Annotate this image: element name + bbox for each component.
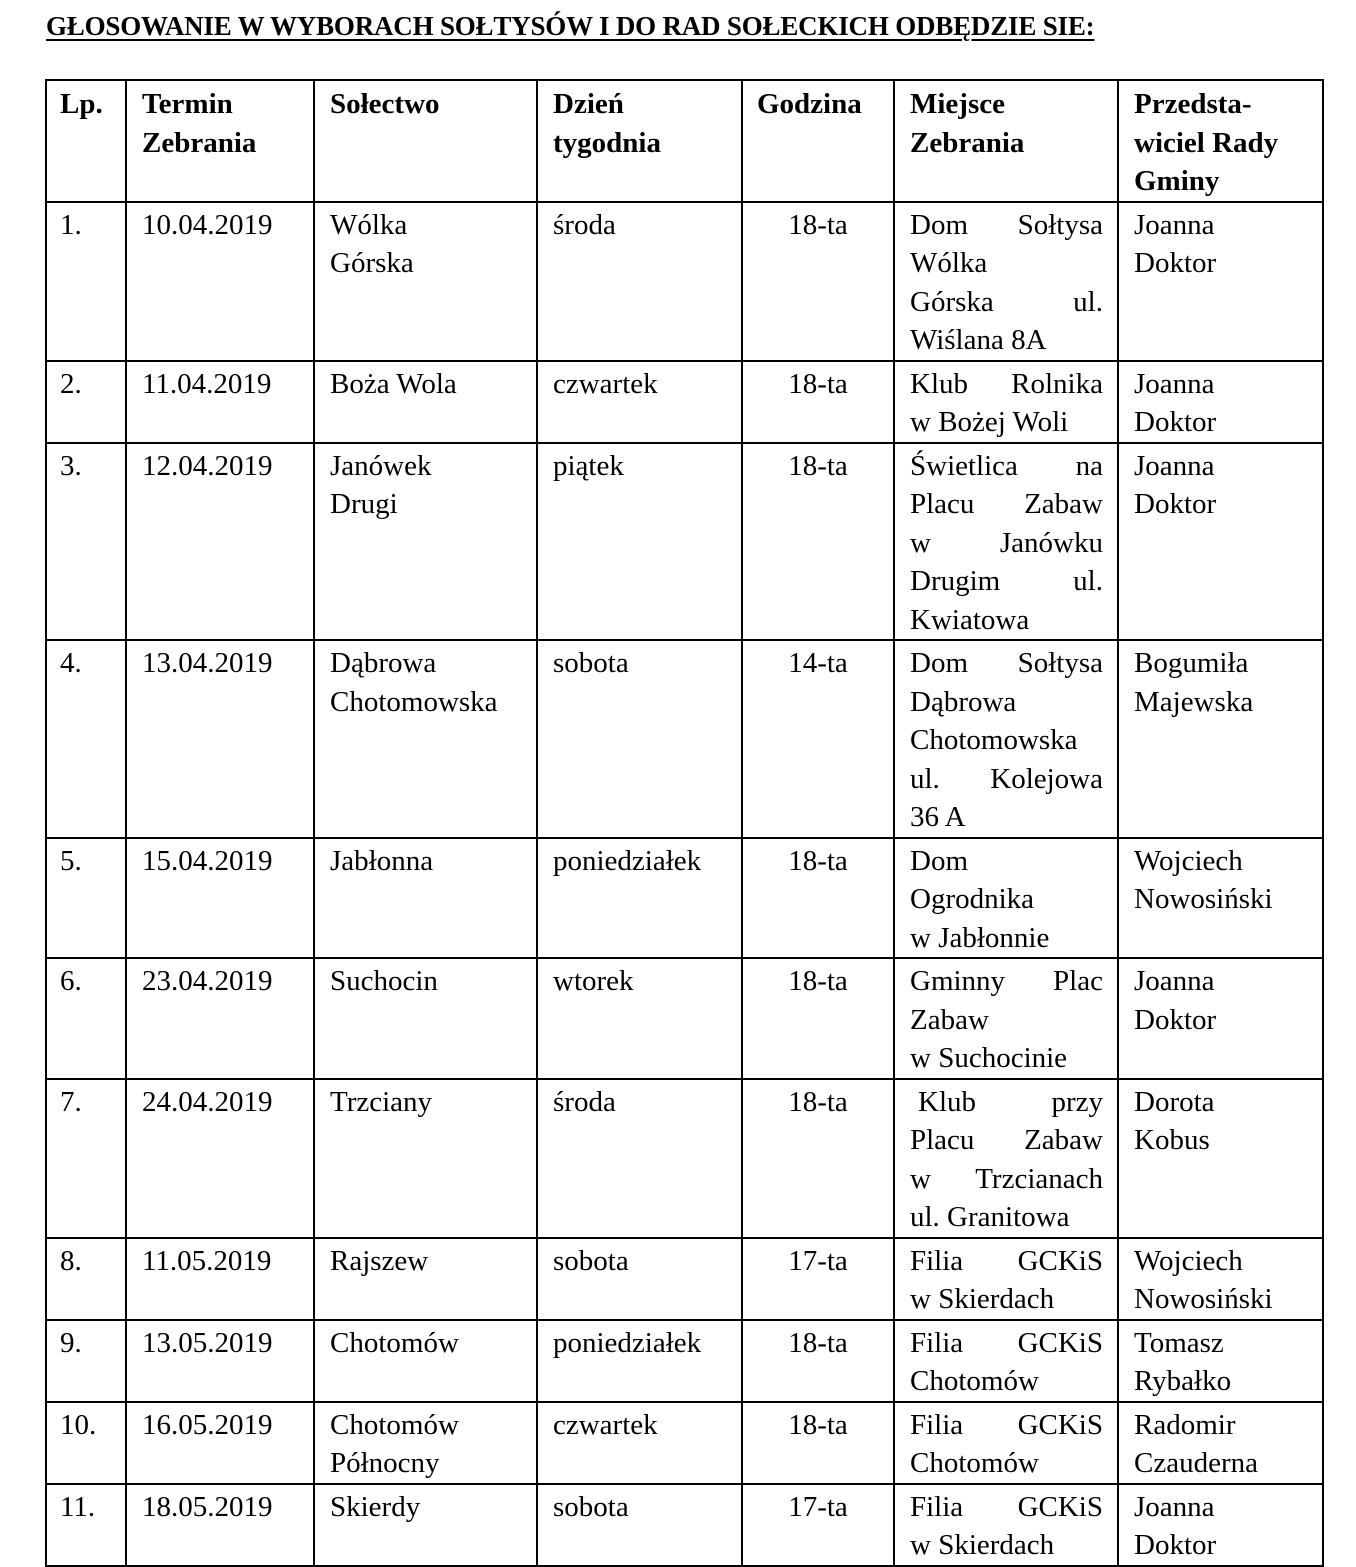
row-date-line: 16.05.2019 [142,1408,273,1441]
row-hour [742,640,894,838]
row-day [537,838,742,959]
row-place-line: w Janówku [910,526,1103,559]
row-village-line: Wólka [330,208,408,241]
row-representative-line: Joanna [1134,367,1215,400]
row-place-line: w Bożej Woli [910,406,1069,438]
row-place-line: ul. Kolejowa [910,762,1103,795]
row-representative-line: Majewska [1134,685,1254,718]
header-hour: Godzina [742,80,894,202]
row-lp [46,958,126,1079]
row-representative [1118,443,1323,641]
table-row [46,1079,1323,1238]
row-village [314,838,537,959]
row-representative-line: Czauderna [1134,1447,1258,1479]
row-day-line: wtorek [553,965,634,997]
row-day-line: czwartek [553,367,658,400]
row-lp-line: 5. [60,844,82,877]
row-day [537,1484,742,1566]
row-place [894,958,1118,1079]
row-place-line: Chotomowska [910,724,1078,756]
row-village-line: Boża Wola [330,367,457,400]
row-representative-line: Kobus [1134,1124,1210,1156]
row-place [894,443,1118,641]
row-day [537,361,742,443]
row-date [126,361,314,443]
row-day [537,1238,742,1320]
row-day-line: sobota [553,1244,629,1277]
row-hour-line: 17-ta [788,1490,848,1523]
row-lp [46,1238,126,1320]
row-date [126,202,314,361]
row-village [314,1402,537,1484]
row-representative [1118,1079,1323,1238]
row-hour [742,202,894,361]
row-village-line: Górska [330,247,414,279]
row-representative-line: Wojciech [1134,1244,1243,1277]
row-representative [1118,640,1323,838]
row-lp-line: 3. [60,449,82,482]
row-village [314,1320,537,1402]
row-hour-line: 18-ta [788,367,848,400]
row-village [314,443,537,641]
row-day [537,1320,742,1402]
row-date-line: 13.04.2019 [142,647,273,679]
row-hour-line: 18-ta [788,1408,848,1441]
row-hour-line: 18-ta [788,965,848,997]
row-representative [1118,838,1323,959]
row-hour-line: 18-ta [788,449,848,482]
row-date-line: 24.04.2019 [142,1085,273,1118]
row-place-line: Klub przy [918,1085,1103,1118]
row-village-line: Północny [330,1447,440,1479]
row-place-line: Drugim ul. [910,565,1103,597]
header-village: Sołectwo [314,80,537,202]
row-hour-line: 18-ta [788,208,848,241]
row-village [314,1238,537,1320]
row-place-line: Ogrodnika [910,883,1035,915]
row-place-line: Dom Sołtysa [910,208,1103,241]
header-representative: Przedsta- wiciel Rady Gminy [1118,80,1323,202]
row-date-line: 18.05.2019 [142,1490,273,1523]
row-village-line: Dąbrowa [330,647,437,679]
row-place-line: Chotomów [910,1365,1039,1397]
row-lp [46,443,126,641]
row-place-line: Placu Zabaw [910,1124,1103,1156]
row-village [314,640,537,838]
row-day-line: sobota [553,1490,629,1523]
row-village-line: Chotomów [330,1326,459,1359]
row-hour [742,958,894,1079]
row-date [126,640,314,838]
row-day-line: czwartek [553,1408,658,1441]
row-lp-line: 2. [60,367,82,400]
row-date [126,958,314,1079]
row-place-line: 36 A [910,801,966,833]
row-lp [46,361,126,443]
row-place-line: w Trzcianach [910,1162,1103,1195]
table-row [46,1484,1323,1566]
row-representative-line: Wojciech [1134,844,1243,877]
row-place-line: Filia GCKiS [910,1326,1103,1359]
row-representative-line: Joanna [1134,965,1215,997]
row-date-line: 12.04.2019 [142,449,273,482]
row-place [894,202,1118,361]
document-title: GŁOSOWANIE W WYBORACH SOŁTYSÓW I DO RAD SOŁECKICH ODBĘDZIE SIE: [46,11,1095,41]
row-date [126,1238,314,1320]
row-date-line: 23.04.2019 [142,965,273,997]
row-place [894,1320,1118,1402]
table-row [46,640,1323,838]
row-date [126,1402,314,1484]
row-place [894,1238,1118,1320]
row-place-line: Świetlica na [910,449,1103,482]
row-place-line: Dom Sołtysa [910,647,1103,679]
row-place-line: Wólka [910,247,988,279]
row-day [537,958,742,1079]
row-hour-line: 18-ta [788,1085,848,1118]
row-date [126,443,314,641]
row-place-line: Gminny Plac [910,965,1103,997]
header-term: Termin Zebrania [126,80,314,202]
row-place [894,361,1118,443]
row-place [894,1402,1118,1484]
row-village-line: Skierdy [330,1490,421,1523]
row-hour [742,1402,894,1484]
row-date-line: 10.04.2019 [142,208,273,241]
table-row [46,1320,1323,1402]
header-lp: Lp. [46,80,126,202]
row-village-line: Trzciany [330,1085,433,1118]
row-date-line: 15.04.2019 [142,844,273,877]
row-representative [1118,1402,1323,1484]
table-row [46,1238,1323,1320]
row-representative-line: Radomir [1134,1408,1236,1441]
row-day-line: środa [553,208,616,241]
row-date-line: 11.05.2019 [142,1244,272,1277]
row-representative-line: Bogumiła [1134,647,1249,679]
row-lp [46,1484,126,1566]
table-row [46,958,1323,1079]
row-village-line: Chotomowska [330,685,498,718]
row-lp-line: 4. [60,647,82,679]
row-day [537,1079,742,1238]
row-lp [46,1402,126,1484]
row-representative-line: Joanna [1134,449,1215,482]
row-place-line: Dom [910,844,968,877]
table-row [46,443,1323,641]
row-place-line: ul. Granitowa [910,1201,1070,1233]
row-village-line: Janówek [330,449,432,482]
row-lp-line: 11. [60,1490,96,1523]
row-representative-line: Rybałko [1134,1365,1232,1397]
header-day: Dzień tygodnia [537,80,742,202]
row-day [537,1402,742,1484]
row-place-line: Zabaw [910,1003,989,1036]
row-hour [742,1320,894,1402]
row-day-line: poniedziałek [553,844,702,877]
row-representative-line: Doktor [1134,247,1217,279]
row-representative-line: Tomasz [1134,1326,1224,1359]
row-representative-line: Nowosiński [1134,1283,1273,1315]
table-row [46,361,1323,443]
row-lp-line: 9. [60,1326,82,1359]
row-hour [742,1484,894,1566]
row-hour-line: 18-ta [788,1326,848,1359]
row-date [126,838,314,959]
row-representative-line: Joanna [1134,1490,1215,1523]
row-representative [1118,958,1323,1079]
row-place [894,640,1118,838]
row-place-line: Dąbrowa [910,685,1017,718]
table-row [46,1402,1323,1484]
row-village [314,361,537,443]
row-lp-line: 7. [60,1085,82,1118]
row-lp [46,640,126,838]
row-place-line: Wiślana 8A [910,324,1047,356]
row-day-line: piątek [553,449,624,482]
row-lp-line: 8. [60,1244,82,1277]
row-day [537,640,742,838]
row-representative [1118,361,1323,443]
row-place-line: Filia GCKiS [910,1490,1103,1523]
row-day-line: poniedziałek [553,1326,702,1359]
row-place-line: Chotomów [910,1447,1039,1479]
row-place-line: Filia GCKiS [910,1244,1103,1277]
row-representative [1118,1320,1323,1402]
row-hour-line: 18-ta [788,844,848,877]
row-date [126,1320,314,1402]
row-day-line: sobota [553,647,629,679]
table-row [46,838,1323,959]
row-representative-line: Nowosiński [1134,883,1273,915]
row-date-line: 11.04.2019 [142,367,272,400]
row-representative [1118,1484,1323,1566]
row-representative-line: Doktor [1134,1003,1217,1036]
row-place-line: w Skierdach [910,1529,1055,1561]
header-row [46,80,1323,202]
row-place-line: Kwiatowa [910,603,1030,636]
row-lp [46,1320,126,1402]
row-day-line: środa [553,1085,616,1118]
row-representative-line: Doktor [1134,406,1217,438]
row-hour [742,1238,894,1320]
row-place-line: Klub Rolnika [910,367,1103,400]
row-representative-line: Doktor [1134,488,1217,520]
row-hour-line: 17-ta [788,1244,848,1277]
row-hour-line: 14-ta [788,647,848,679]
row-village [314,1079,537,1238]
row-day [537,202,742,361]
row-hour [742,361,894,443]
row-village-line: Chotomów [330,1408,459,1441]
row-village [314,202,537,361]
table-row [46,202,1323,361]
row-date [126,1484,314,1566]
row-place [894,1079,1118,1238]
row-lp-line: 1. [60,208,82,241]
row-lp [46,202,126,361]
row-representative-line: Doktor [1134,1529,1217,1561]
row-hour [742,838,894,959]
row-village [314,958,537,1079]
row-place-line: Filia GCKiS [910,1408,1103,1441]
row-day [537,443,742,641]
table-body [46,202,1323,1566]
header-place: Miejsce Zebrania [894,80,1118,202]
elections-schedule-table [45,79,1324,1567]
row-place-line: w Suchocinie [910,1042,1068,1074]
row-date-line: 13.05.2019 [142,1326,273,1359]
row-date [126,1079,314,1238]
row-village-line: Suchocin [330,965,438,997]
row-representative-line: Joanna [1134,208,1215,241]
row-lp-line: 10. [60,1408,97,1441]
row-representative [1118,202,1323,361]
row-village [314,1484,537,1566]
row-place-line: w Jabłonnie [910,921,1050,954]
row-place-line: Górska ul. [910,285,1103,318]
row-place [894,838,1118,959]
row-representative-line: Dorota [1134,1085,1215,1118]
row-hour [742,1079,894,1238]
row-place-line: Placu Zabaw [910,488,1103,520]
row-hour [742,443,894,641]
row-village-line: Rajszew [330,1244,429,1277]
row-lp-line: 6. [60,965,82,997]
row-place [894,1484,1118,1566]
row-village-line: Drugi [330,488,398,520]
row-lp [46,1079,126,1238]
row-village-line: Jabłonna [330,844,434,877]
row-place-line: w Skierdach [910,1283,1055,1315]
row-lp [46,838,126,959]
row-representative [1118,1238,1323,1320]
